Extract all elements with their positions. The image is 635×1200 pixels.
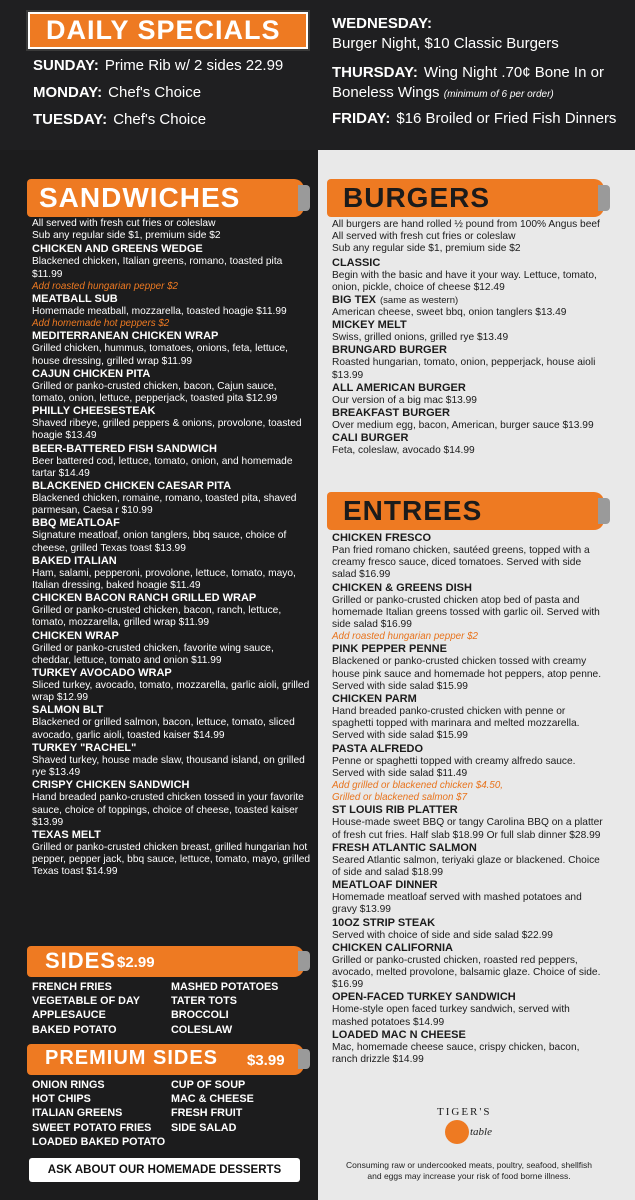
day-label: FRIDAY: <box>332 110 391 127</box>
premium-sides-banner <box>27 1044 304 1075</box>
premium-sides-title: PREMIUM SIDES <box>45 1047 219 1069</box>
side-item: SIDE SALAD <box>171 1121 237 1134</box>
intro-line: All served with fresh cut fries or coleslaw <box>32 218 216 229</box>
menu-item-addon: Add grilled or blackened chicken $4.50, <box>332 780 504 792</box>
special-text: Prime Rib w/ 2 sides 22.99 <box>104 57 284 74</box>
sides-banner <box>27 946 304 977</box>
menu-item-name <box>32 405 312 418</box>
special-text: Burger Night, $10 Classic Burgers <box>332 35 559 52</box>
tuesday-special <box>33 111 206 128</box>
menu-item-name-text: BAKED ITALIAN <box>32 554 117 567</box>
menu-item-name <box>32 330 312 343</box>
menu-item-name <box>332 879 607 892</box>
menu-item <box>32 405 312 442</box>
menu-item-name <box>32 592 312 605</box>
entrees-banner <box>327 492 604 530</box>
menu-item-description: American cheese, sweet bbq, onion tanglers $13.49 <box>332 307 567 319</box>
menu-item-description: Roasted hungarian, tomato, onion, pepperjack, house aioli $13.99 <box>332 357 596 381</box>
menu-item-name <box>332 257 607 270</box>
menu-item-name-text: PHILLY CHEESESTEAK <box>32 405 156 418</box>
side-item: VEGETABLE OF DAY <box>32 995 140 1008</box>
menu-item <box>32 555 312 592</box>
intro-line: Sub any regular side $1, premium side $2 <box>32 230 221 242</box>
menu-item-name-text: TURKEY "RACHEL" <box>32 741 137 754</box>
menu-item-name-text: BEER-BATTERED FISH SANDWICH <box>32 442 217 455</box>
menu-item-name <box>332 942 607 955</box>
side-item: TATER TOTS <box>171 995 237 1008</box>
sandwiches-banner <box>27 179 304 217</box>
day-label: TUESDAY: <box>33 111 108 128</box>
menu-item <box>332 942 607 992</box>
menu-item-name <box>32 667 312 680</box>
menu-item-name <box>32 293 312 306</box>
menu-item-description: Pan fried romano chicken, sautéed greens, topped with a creamy fresco sauce, diced tomatoes. Served with side salad $16.99 <box>332 545 590 581</box>
menu-item <box>332 917 607 942</box>
menu-item-name-text: CHICKEN WRAP <box>32 629 119 642</box>
menu-item <box>32 592 312 629</box>
desserts-note: ASK ABOUT OUR HOMEMADE DESSERTS <box>29 1158 300 1182</box>
menu-item-name-text: OPEN-FACED TURKEY SANDWICH <box>332 991 516 1004</box>
burgers-list <box>332 219 607 457</box>
menu-item-addon: Add roasted hungarian pepper $2 <box>332 631 478 643</box>
menu-item <box>32 704 312 741</box>
entrees-title: ENTREES <box>343 495 483 526</box>
logo-script: table <box>470 1126 492 1138</box>
menu-item <box>32 742 312 779</box>
menu-item <box>332 294 607 319</box>
menu-item <box>332 991 607 1028</box>
side-item: BROCCOLI <box>171 1009 229 1022</box>
side-item: MAC & CHEESE <box>171 1093 254 1106</box>
menu-item-addon: Grilled or blackened salmon $7 <box>332 792 468 804</box>
daily-specials-banner <box>28 12 308 49</box>
intro-line: All burgers are hand rolled ½ pound from 100% Angus beef <box>332 219 600 230</box>
menu-item-name <box>332 842 607 855</box>
menu-item-name <box>332 991 607 1004</box>
menu-item-name <box>32 368 312 381</box>
menu-item-name <box>32 480 312 493</box>
footer-line: Consuming raw or undercooked meats, poultry, seafood, shellfish <box>346 1160 592 1170</box>
menu-item <box>32 293 312 330</box>
menu-item <box>332 879 607 916</box>
menu-item <box>332 743 607 805</box>
special-text: Chef's Choice <box>108 84 202 101</box>
menu-item-description: Grilled or panko-crusted chicken breast, grilled hungarian hot pepper, pepper jack, bbq sauce, lettuce, tomato, mayo, grilled Texas toast $14.99 <box>32 841 311 878</box>
logo-title: TIGER'S <box>437 1106 492 1118</box>
menu-item <box>332 432 607 457</box>
menu-item-name-text: CAJUN CHICKEN PITA <box>32 367 151 380</box>
daily-specials-section <box>0 0 635 150</box>
menu-item-description: Shaved ribeye, grilled peppers & onions, provolone, toasted hoagie $13.49 <box>32 418 302 442</box>
menu-item <box>332 532 607 582</box>
premium-col-2 <box>171 1078 254 1135</box>
menu-item-addon: Add roasted hungarian pepper $2 <box>32 280 178 292</box>
menu-item <box>32 829 312 879</box>
menu-item-name-text: CHICKEN PARM <box>332 693 417 706</box>
menu-item-description: House-made sweet BBQ or tangy Carolina BBQ on a platter of fresh cut fries. Half slab $18.99 Or full slab dinner $28.99 <box>332 817 603 841</box>
menu-item-description: Blackened or grilled salmon, bacon, lettuce, tomato, sliced avocado, garlic aioli, toasted kaiser $14.99 <box>32 717 295 741</box>
menu-item <box>332 319 607 344</box>
menu-item <box>332 257 607 294</box>
menu-item-name <box>32 443 312 456</box>
menu-item-name <box>332 643 607 656</box>
side-item: FRESH FRUIT <box>171 1107 243 1120</box>
menu-item-name-text: BREAKFAST BURGER <box>332 407 450 420</box>
menu-item-name <box>332 344 607 357</box>
menu-item-name <box>32 829 312 842</box>
monday-special <box>33 84 201 101</box>
intro-line: All served with fresh cut fries or coleslaw <box>332 231 516 243</box>
menu-item-description: Grilled or panko-crusted chicken, roasted red peppers, avocado, melted provolone, balsamic glaze. Choice of side. $16.99 <box>332 954 601 991</box>
side-item: SWEET POTATO FRIES <box>32 1121 152 1134</box>
special-note: (minimum of 6 per order) <box>443 89 554 100</box>
sides-title: SIDES <box>45 948 117 973</box>
banner-tab <box>298 185 310 211</box>
menu-item-name-text: CHICKEN BACON RANCH GRILLED WRAP <box>32 592 257 605</box>
menu-item-name <box>332 432 607 445</box>
side-item: BAKED POTATO <box>32 1023 117 1036</box>
menu-item-name-text: ST LOUIS RIB PLATTER <box>332 804 458 817</box>
menu-item-description: Penne or spaghetti topped with creamy alfredo sauce. Served with side salad $11.49 <box>332 755 576 779</box>
menu-item <box>332 842 607 879</box>
friday-special <box>332 110 616 127</box>
menu-item-name <box>32 779 312 792</box>
menu-item <box>332 582 607 644</box>
menu-item-name-text: PASTA ALFREDO <box>332 742 424 755</box>
menu-item-name <box>32 742 312 755</box>
menu-item-name <box>32 704 312 717</box>
banner-tab <box>298 951 310 971</box>
menu-item-name <box>332 1029 607 1042</box>
side-item: ONION RINGS <box>32 1079 105 1091</box>
day-label: THURSDAY: <box>332 64 418 81</box>
menu-item-name-text: PINK PEPPER PENNE <box>332 643 447 656</box>
menu-item <box>32 779 312 829</box>
menu-item-name-text: TURKEY AVOCADO WRAP <box>32 667 172 680</box>
menu-item-name-text: MEDITERRANEAN CHICKEN WRAP <box>32 330 219 343</box>
menu-item-name-text: BBQ MEATLOAF <box>32 517 120 530</box>
menu-item <box>32 630 312 667</box>
side-item: COLESLAW <box>171 1023 233 1036</box>
menu-item <box>332 1029 607 1066</box>
menu-item <box>332 804 607 841</box>
menu-item-name-text: ALL AMERICAN BURGER <box>332 381 466 394</box>
menu-item-name <box>32 517 312 530</box>
logo-mark <box>445 1120 469 1144</box>
special-text: Chef's Choice <box>113 111 207 128</box>
menu-item <box>32 330 312 367</box>
menu-item <box>32 480 312 517</box>
menu-item-description: Feta, coleslaw, avocado $14.99 <box>332 445 475 457</box>
menu-item-description: Grilled chicken, hummus, tomatoes, onions, feta, lettuce, house dressing, grilled wrap $11.99 <box>32 343 288 367</box>
menu-item-description: Blackened chicken, Italian greens, romano, toasted pita $11.99 <box>32 256 283 280</box>
menu-item <box>332 407 607 432</box>
side-item: CUP OF SOUP <box>171 1079 246 1091</box>
menu-item-name-text: CHICKEN & GREENS DISH <box>332 581 472 594</box>
menu-item-name-text: MEATBALL SUB <box>32 293 118 306</box>
menu-item-name-text: CALI BURGER <box>332 432 409 445</box>
wednesday-special <box>332 14 559 54</box>
menu-item-name-text: CLASSIC <box>332 256 381 269</box>
menu-item-description: Mac, homemade cheese sauce, crispy chicken, bacon, ranch drizzle $14.99 <box>332 1041 580 1066</box>
menu-item-name-text: CHICKEN CALIFORNIA <box>332 941 453 954</box>
menu-item-addon: Add homemade hot peppers $2 <box>32 318 170 330</box>
menu-item-description: Over medium egg, bacon, American, burger sauce $13.99 <box>332 420 594 432</box>
menu-item <box>32 243 312 293</box>
thursday-special <box>332 63 604 105</box>
menu-item-description: Our version of a big mac $13.99 <box>332 394 477 406</box>
burgers-intro <box>332 219 607 256</box>
menu-item-name <box>32 243 312 256</box>
menu-item-description: Sliced turkey, avocado, tomato, mozzarella, garlic aioli, grilled wrap $12.99 <box>32 680 310 704</box>
menu-item-name-text: TEXAS MELT <box>32 828 101 841</box>
menu-item-description: Homemade meatball, mozzarella, toasted hoagie $11.99 <box>32 306 287 318</box>
menu-item-name-text: SALMON BLT <box>32 704 104 717</box>
menu-item-description: Signature meatloaf, onion tanglers, bbq sauce, choice of cheese, grilled Texas toast $13.99 <box>32 530 287 554</box>
special-text: Wing Night .70¢ Bone In or <box>423 64 604 81</box>
menu-item-name <box>32 555 312 568</box>
premium-sides-price: $3.99 <box>247 1052 285 1069</box>
menu-item-description: Beer battered cod, lettuce, tomato, onion, and homemade tartar $14.49 <box>32 455 293 479</box>
menu-item-description: Grilled or panko-crusted chicken, favorite wing sauce, cheddar, lettuce, tomato and onion $11.99 <box>32 642 274 666</box>
menu-item-note: (same as western) <box>380 295 459 307</box>
menu-item-name <box>332 804 607 817</box>
menu-item-name-text: MEATLOAF DINNER <box>332 879 438 892</box>
side-item: APPLESAUCE <box>32 1009 106 1022</box>
side-item: HOT CHIPS <box>32 1093 91 1106</box>
premium-col-1 <box>32 1078 165 1149</box>
menu-item-name <box>332 294 607 307</box>
footer-line: and eggs may increase your risk of food borne illness. <box>367 1171 571 1181</box>
side-item: MASHED POTATOES <box>171 981 279 993</box>
menu-item-name <box>332 532 607 545</box>
menu-item-name <box>332 743 607 756</box>
day-label: MONDAY: <box>33 84 103 101</box>
food-safety-note <box>338 1160 600 1182</box>
menu-item-name-text: BRUNGARD BURGER <box>332 344 447 357</box>
menu-item <box>332 693 607 743</box>
menu-item-name-text: CRISPY CHICKEN SANDWICH <box>32 779 190 792</box>
menu-item-name-text: FRESH ATLANTIC SALMON <box>332 841 477 854</box>
menu-item-description: Blackened chicken, romaine, romano, toasted pita, shaved parmesan, Caesa r $10.99 <box>32 493 297 517</box>
sandwiches-intro <box>32 218 312 242</box>
menu-item-name-text: 10OZ STRIP STEAK <box>332 916 436 929</box>
menu-item-name-text: CHICKEN FRESCO <box>332 532 432 544</box>
burgers-title: BURGERS <box>343 182 491 213</box>
menu-item <box>32 667 312 704</box>
burgers-banner <box>327 179 604 217</box>
entrees-list <box>332 532 607 1066</box>
menu-item-description: Swiss, grilled onions, grilled rye $13.49 <box>332 332 509 344</box>
menu-item-description: Shaved turkey, house made slaw, thousand island, on grilled rye $13.49 <box>32 754 305 779</box>
special-text-2: Boneless Wings <box>332 84 440 101</box>
special-text: $16 Broiled or Fried Fish Dinners <box>396 110 617 127</box>
side-item: ITALIAN GREENS <box>32 1107 123 1120</box>
menu-item-name-text: CHICKEN AND GREENS WEDGE <box>32 243 203 256</box>
menu-item-name <box>332 582 607 595</box>
menu-item <box>32 517 312 554</box>
sandwiches-list <box>32 218 312 879</box>
day-label: SUNDAY: <box>33 57 99 74</box>
intro-line: Sub any regular side $1, premium side $2 <box>332 243 521 255</box>
menu-item-description: Homemade meatloaf served with mashed potatoes and gravy $13.99 <box>332 892 582 916</box>
banner-tab <box>598 185 610 211</box>
menu-item-name <box>332 319 607 332</box>
sides-col-2 <box>171 980 278 1037</box>
menu-item-description: Blackened or panko-crusted chicken tossed with creamy house pink sauce and homemade hot peppers, atop penne. Served with side salad $15.99 <box>332 656 602 692</box>
banner-tab <box>598 498 610 524</box>
menu-item-description: Served with choice of side and side salad $22.99 <box>332 929 553 941</box>
menu-item-description: Hand breaded panko-crusted chicken with penne or spaghetti topped with marinara and melted mozzarella. Served with side salad $15.99 <box>332 706 580 742</box>
menu-item-name-text: BIG TEX <box>332 294 377 307</box>
side-item: FRENCH FRIES <box>32 981 112 993</box>
menu-item-name-text: MICKEY MELT <box>332 319 407 332</box>
menu-item-description: Grilled or panko-crusted chicken, bacon, Cajun sauce, tomato, onion, lettuce, pepperjack, toasted pita $12.99 <box>32 380 278 405</box>
menu-item <box>32 368 312 405</box>
menu-item-description: Grilled or panko-crusted chicken, bacon, ranch, lettuce, tomato, mozzarella, grilled wrap $11.99 <box>32 605 282 629</box>
menu-item-description: Grilled or panko-crusted chicken atop bed of pasta and homemade Italian greens tossed with garlic oil. Served with side salad $16.99 <box>332 594 600 631</box>
menu-item-name-text: BLACKENED CHICKEN CAESAR PITA <box>32 480 232 493</box>
menu-item-description: Seared Atlantic salmon, teriyaki glaze or blackened. Choice of side and salad $18.99 <box>332 854 600 879</box>
menu-item-name <box>332 382 607 395</box>
menu-item-name <box>332 917 607 930</box>
menu-item-name <box>32 630 312 643</box>
menu-item-name <box>332 407 607 420</box>
menu-item-name-text: LOADED MAC N CHEESE <box>332 1028 466 1041</box>
menu-item-description: Home-style open faced turkey sandwich, served with mashed potatoes $14.99 <box>332 1004 570 1028</box>
sides-price: $2.99 <box>117 954 155 971</box>
menu-item <box>332 344 607 381</box>
menu-item <box>32 443 312 480</box>
menu-item-description: Ham, salami, pepperoni, provolone, lettuce, tomato, mayo, Italian dressing, baked hoagie $11.49 <box>32 567 296 592</box>
menu-item <box>332 643 607 693</box>
sandwiches-title: SANDWICHES <box>39 182 241 213</box>
side-item: LOADED BAKED POTATO <box>32 1135 166 1148</box>
menu-item-description: Hand breaded panko-crusted chicken tossed in your favorite sauce, choice of toppings, choice of cheese, toasted kaiser $13.99 <box>32 792 304 828</box>
day-label: WEDNESDAY: <box>332 15 433 32</box>
banner-tab <box>298 1049 310 1069</box>
menu-item-name <box>332 693 607 706</box>
daily-specials-title: DAILY SPECIALS <box>46 15 281 45</box>
sides-col-1 <box>32 980 140 1037</box>
menu-item-description: Begin with the basic and have it your way. Lettuce, tomato, onion, pickle, choice of cheese $12.49 <box>332 269 597 293</box>
menu-item <box>332 382 607 407</box>
sunday-special <box>33 57 283 74</box>
